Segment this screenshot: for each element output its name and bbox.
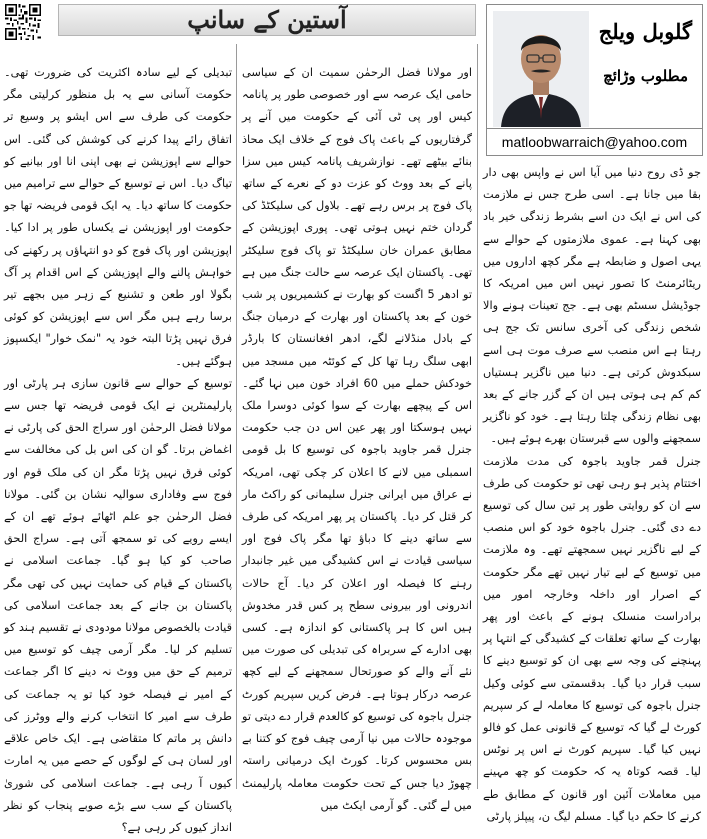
paragraph: جو ڈی روح دنیا میں آیا اس نے واپس بھی دار بقا میں جانا ہے۔ اسی طرح جس نے ملازمت کی اس نے ایک دن اسے بشرط زندگی خیر باد بھی کہنا ہے۔ عموی ملازمتوں کے حوالے سے یہی اصول و ضابطہ ہے مگر کچھ اداروں میں ریٹائرمنٹ کا تصور نہیں اس میں امریکہ کا جوڈیشل سسٹم بھی ہے۔ جج تعینات ہونے والا شخص زندگی کی آخری سانس تک جج ہی رہتا ہے اس منصب سے صرف موت ہی اسے سبکدوش کرتی ہے۔ دنیا میں ناگزیر ہستیاں کم کم ہی ہوتی ہیں ان کے گزر جانے کے بعد بھی نظام زندگی چلتا رہتا ہے۔ خود کو ناگزیر سمجھنے والوں سے قبرستان بھرے ہوئے ہیں۔ [483, 166, 701, 446]
qr-code-icon [5, 4, 41, 40]
paragraph: اور مولانا فضل الرحمٰن سمیت ان کے سیاسی حامی ایک عرصہ سے اور خصوصی طور پر پانامہ کیس اور پی ٹی آئی کے حکومت میں آنے پر گرفتاریوں کے باعث پاک فوج کے خلاف ایک محاذ بنائے بیٹھے تھے۔ نوازشریف پانامہ کیس میں سزا پانے کے بعد ووٹ کو عزت دو کے نعرے کے ساتھ پاک فوج پر برس رہے تھے۔ بلاول کی سلیکٹڈ کی گردان ختم نہیں ہوتی تھی۔ پوری اپوزیشن کے مطابق عمران خان سلیکٹڈ تو پاک فوج سلیکٹر تھی۔ پاکستان ایک عرصہ سے حالت جنگ میں ہے تو ادھر 5 اگست کو بھارت نے کشمیریوں پر شب خون کے بعد پاکستان اور بھارت کے درمیان جنگ کے بادل منڈلانے لگے، ادھر افغانستان کا بارڈر ابھی سلگ رہا تھا کل کے کوئٹہ میں مسجد میں خودکش حملے میں 60 افراد خون میں نہا گئے۔ اس کے پیچھے بھارت کے سوا کوئی دوسرا ملک نہیں ہوسکتا اور پھر عین اس دن جب حکومت جنرل قمر جاوید باجوہ کی توسیع کا بل قومی اسمبلی میں لانے کا اعلان کر چکی تھی، امریکہ نے عراق میں ایرانی جنرل سلیمانی کو راکٹ مار کر قتل کر دیا۔ پاکستان پر پھر امریکہ کی طرف سے ساتھ دینے کا دباؤ تھا مگر پاک فوج اور سیاسی قیادت نے اس کشیدگی میں غیر جانبدار رہنے کا فیصلہ اور اعلان کر دیا۔ آج حالات اندرونی اور بیرونی سطح پر کس قدر مخدوش ہیں اس کا ہر پاکستانی کو اندازہ ہے۔ کسی بھی ادارے کے سربراہ کی تبدیلی کی صورت میں نئے آنے والے کو صورتحال سمجھنے کے لیے کچھ عرصہ درکار ہوتا ہے۔ فرض کریں سپریم کورٹ جنرل باجوہ کی توسیع کو کالعدم قرار دے دیتی تو موجودہ حالات میں نیا آرمی چیف فوج کو کتنا بے بس محسوس کرتا۔ کورٹ ایک درمیانی راستہ چھوڑ دیا جس کے تحت حکومت معاملہ پارلیمنٹ میں لے گئی۔ گو آرمی ایکٹ میں [242, 66, 472, 812]
column-divider [236, 44, 237, 789]
text-column-left [4, 62, 232, 834]
author-portrait-icon [493, 11, 589, 127]
text-column-middle [242, 62, 472, 812]
headline-title: آستین کے سانپ [187, 5, 347, 34]
paragraph: تبدیلی کے لیے سادہ اکثریت کی ضرورت تھی۔ حکومت آسانی سے یہ بل منظور کرلیتی مگر حکومت کی طرف سے اس ایشو پر وسیع تر اتفاق رائے پیدا کرنے کی کوشش کی گئی۔ اس حوالے سے اپوزیشن نے بھی اپنی انا اور بیانیے کو تیاگ دیا۔ اس نے توسیع کے حوالے سے ترامیم میں حکومت کا ساتھ دیا۔ یہ ایک قومی فریضہ تھا جو حکومت اور اپوزیشن نے یکساں طور پر ادا کیا۔ اپوزیشن اور پاک فوج کو دو انتہاؤں پر رکھنے کی خواہش پالنے والے اپوزیشن کے اس اقدام پر آگ بگولا اور طعن و تشنیع کے زہر میں بجھے تیر برسا رہے ہیں مگر اس سے اپوزیشن کو کوئی فرق نہیں پڑتا البتہ خود یہ "نمک خوار" ایکسپوز ہوگئے ہیں۔ [4, 66, 232, 368]
text-column-right [483, 162, 701, 823]
paragraph: جنرل قمر جاوید باجوہ کی مدت ملازمت اختتام پذیر ہو رہی تھی تو حکومت کی طرف سے ان کو روایتی طور پر تین سال کی توسیع دے دی گئی۔ جنرل باجوہ خود کو اس منصب کے لیے ناگزیر نہیں سمجھتے تھے۔ وہ ملازمت میں توسیع کے لیے تیار نہیں تھے مگر حکومت کے اصرار اور داخلہ وخارجہ امور میں برادراست منسلک ہونے کے باعث اور پھر بھارت کے ساتھ تعلقات کے کشیدگی کے انتہا پر پہنچنے کی وجہ سے بھی ان کو توسیع دینے کا سبب قرار دیا گیا۔ بدقسمتی سے کوئی وکیل جنرل باجوہ کی توسیع کا معاملہ لے کر سپریم کورٹ لے گیا کہ توسیع کے قانونی عمل کو فالو نہیں کیا گیا۔ سپریم کورٹ نے اس پر نوٹس لیا۔ قصہ کوتاہ یہ کہ حکومت کو چھ مہینے میں معاملات آئین اور قانون کے مطابق طے کرنے کا حکم دیا گیا۔ مسلم لیگ ن، پیپلز پارٹی [483, 454, 701, 823]
column-divider [477, 44, 478, 789]
author-name: مطلوب وڑائچ [603, 67, 688, 85]
paragraph: توسیع کے حوالے سے قانون سازی ہر پارٹی اور پارلیمنٹرین نے ایک قومی فریضہ تھا جس سے مولانا فضل الرحمٰن اور سراج الحق کی پارٹی نے اغماض برتا۔ گو ان کی اس بل کی مخالفت سے کوئی فرق نہیں پڑتا مگر ان کی ملک قوم اور فوج سے وفاداری سوالیہ نشان بن گئی۔ مولانا فضل الرحمٰن جو علم اٹھائے ہوئے تھے ان کے ایسے رویے کی تو سمجھ آتی ہے۔ سراج الحق صاحب کو کیا ہو گیا۔ جماعت اسلامی نے پاکستان کے قیام کی حمایت نہیں کی تھی مگر پاکستان بن جانے کے بعد جماعت اسلامی کی قیادت بالخصوص مولانا مودودی نے تقسیم ہند کو تسلیم کر لیا۔ مگر آرمی چیف کو توسیع میں ترمیم کے حق میں ووٹ نہ دینے کا اگر جماعت کے امیر نے فیصلہ خود کیا تو یہ جماعت کی طرف سے امیر کا انتخاب کرنے والے ووٹرز کی دانش پر ماتم کا متقاضی ہے۔ ایک خاص علاقے اور لسان ہی کے لوگوں کے حصے میں یہ امارت کیوں آ رہی ہے۔ جماعت اسلامی کی شوریٰ پاکستان کے سب سے بڑے صوبے پنجاب کو نظر انداز کیوں کر رہی ہے؟ [4, 376, 232, 834]
headline-banner [58, 4, 476, 36]
author-box [486, 4, 703, 156]
author-email[interactable]: matloobwarraich@yahoo.com [487, 128, 702, 155]
author-photo [493, 11, 589, 127]
column-name: گلوبل ویلج [598, 19, 692, 44]
